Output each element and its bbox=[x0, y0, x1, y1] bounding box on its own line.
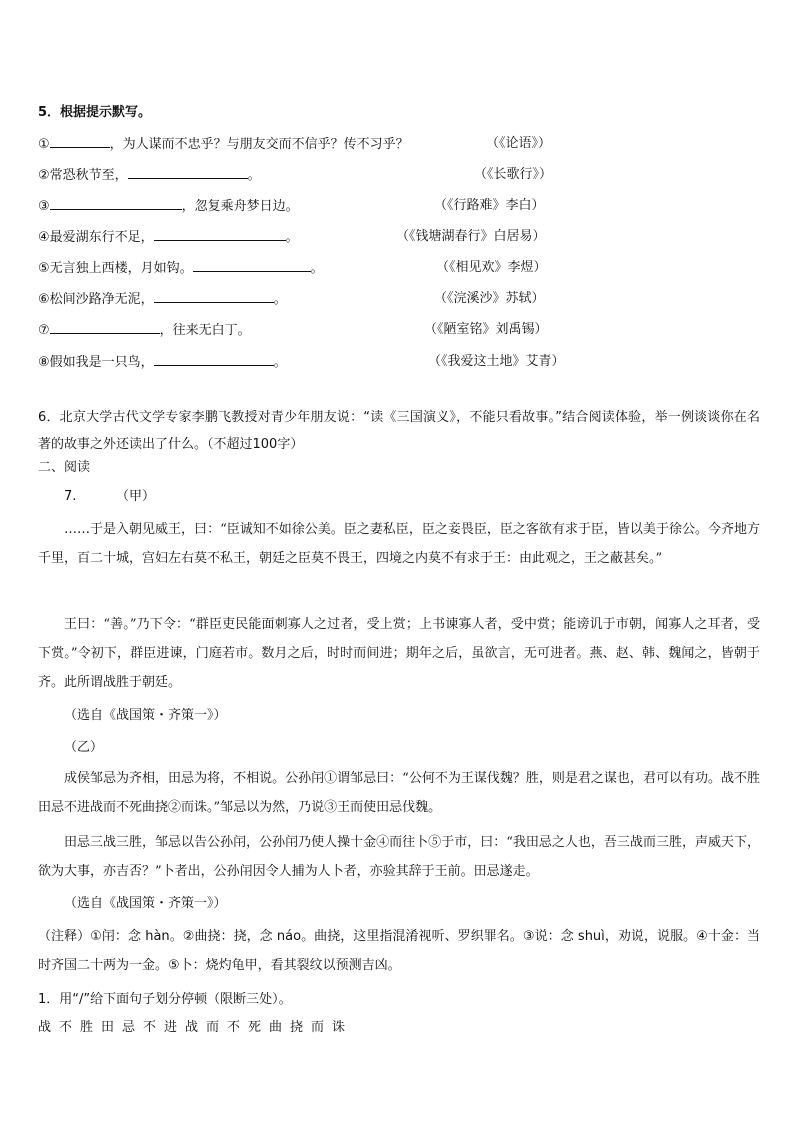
q5-line-text: ，为人谋而不忠乎？与朋友交而不信乎？传不习乎？ bbox=[109, 137, 409, 152]
answer-blank[interactable] bbox=[154, 352, 274, 366]
q7-label-jia: （甲） bbox=[116, 489, 156, 504]
q5-line-prefix: ⑤无言独上西楼，月如钩。 bbox=[38, 261, 193, 276]
answer-blank[interactable] bbox=[50, 320, 160, 334]
q5-line-4 bbox=[38, 227, 299, 248]
q5-line-text: ，往来无白丁。 bbox=[159, 323, 251, 338]
q5-line-source: （《浣溪沙》苏轼） bbox=[434, 291, 545, 306]
q5-line-6 bbox=[38, 289, 287, 310]
jia-source: （选自《战国策・齐策一》） bbox=[64, 708, 227, 723]
annotations: （注释）①闬：念 hàn。②曲挠：挠，念 náo。曲挠，这里指混淆视听、罗织罪名。③说：念 shuì，劝说，说服。④十金：当时齐国二十两为一金。⑤卜：烧灼龟甲，看其裂纹以预测吉凶。 bbox=[38, 929, 760, 973]
answer-blank[interactable] bbox=[50, 196, 182, 210]
q5-line-text: 。 bbox=[310, 261, 324, 276]
answer-blank[interactable] bbox=[154, 227, 286, 241]
yi-paragraph-2: 田忌三战三胜，邹忌以告公孙闬，公孙闬乃使人操十金④而往卜⑤于市，曰：“我田忌之人也，吾三战而三胜，声威天下，欲为大事，亦吉否？”卜者出，公孙闬因令人捕为人卜者，亦验其辞于王前。田忌遂走。 bbox=[38, 835, 760, 879]
sub1-sentence: 战不胜田忌不进战而不死曲挠而诛 bbox=[38, 1020, 354, 1035]
q5-line-source: （《相见欢》李煜） bbox=[436, 260, 547, 275]
q7-number: 7. bbox=[64, 489, 77, 504]
q5-line-prefix: ⑧假如我是一只鸟， bbox=[38, 355, 154, 370]
section-2-heading: 二、阅读 bbox=[38, 460, 91, 475]
q5-line-source: （《钱塘湖春行》白居易） bbox=[396, 229, 546, 244]
q5-line-source: （《陋室铭》刘禹锡） bbox=[424, 322, 548, 337]
q5-line-text: 。 bbox=[273, 355, 287, 370]
jia-paragraph-1: ……于是入朝见威王，曰：“臣诚知不如徐公美。臣之妻私臣，臣之妾畏臣，臣之客欲有求于臣，皆以美于徐公。今齐地方千里，百二十城，宫妇左右莫不私王，朝廷之臣莫不畏王，四境之内莫不有求于王：由此观之，王之蔽甚矣。” bbox=[38, 522, 760, 566]
answer-blank[interactable] bbox=[50, 134, 110, 148]
q5-line-text: 。 bbox=[285, 230, 299, 245]
yi-paragraph-1: 成侯邹忌为齐相，田忌为将，不相说。公孙闬①谓邹忌曰：“公何不为王谋伐魏？胜，则是君之谋也，君可以有功。战不胜田忌不进战而不死曲挠②而诛。”邹忌以为然，乃说③王而使田忌伐魏。 bbox=[38, 771, 760, 815]
answer-blank[interactable] bbox=[128, 165, 248, 179]
q5-heading: 5．根据提示默写。 bbox=[38, 105, 152, 120]
q5-line-7 bbox=[38, 320, 251, 341]
q6-text: 6．北京大学古代文学专家李鹏飞教授对青少年朋友说：“读《三国演义》，不能只看故事。”结合阅读体验，举一例谈谈你在名著的故事之外还读出了什么。（不超过100字） bbox=[38, 410, 760, 452]
q5-line-prefix: ⑥松间沙路净无泥， bbox=[38, 292, 154, 307]
answer-blank[interactable] bbox=[154, 289, 274, 303]
answer-blank[interactable] bbox=[193, 258, 311, 272]
q5-line-prefix: ③ bbox=[38, 199, 50, 214]
q5-line-prefix: ②常恐秋节至， bbox=[38, 168, 128, 183]
q5-line-text: 。 bbox=[273, 292, 287, 307]
q5-line-8 bbox=[38, 352, 287, 373]
q5-line-text: ，忽复乘舟梦日边。 bbox=[181, 199, 299, 214]
q5-line-source: （《长歌行》） bbox=[474, 167, 553, 182]
q5-line-prefix: ① bbox=[38, 137, 50, 152]
yi-source: （选自《战国策・齐策一》） bbox=[64, 896, 227, 911]
jia-paragraph-2: 王曰：“善。”乃下令：“群臣吏民能面刺寡人之过者，受上赏；上书谏寡人者，受中赏；能谤讥于市朝，闻寡人之耳者，受下赏。”令初下，群臣进谏，门庭若市。数月之后，时时而间进；期年之后，虽欲言，无可进者。燕、赵、韩、魏闻之，皆朝于齐。此所谓战胜于朝廷。 bbox=[38, 617, 760, 690]
sub1-prompt: 1．用“/”给下面句子划分停顿（限断三处）。 bbox=[38, 992, 292, 1007]
q5-line-1 bbox=[38, 134, 409, 155]
q5-line-prefix: ⑦ bbox=[38, 323, 50, 338]
q5-line-2 bbox=[38, 165, 261, 186]
q5-line-source: （《论语》） bbox=[486, 136, 552, 151]
q5-line-source: （《我爱这土地》艾青） bbox=[428, 354, 565, 369]
q5-line-prefix: ④最爱湖东行不足， bbox=[38, 230, 154, 245]
q5-line-source: （《行路难》李白） bbox=[434, 198, 545, 213]
q5-line-text: 。 bbox=[247, 168, 261, 183]
q5-line-3 bbox=[38, 196, 299, 217]
q7-label-yi: （乙） bbox=[64, 740, 104, 755]
q5-line-5 bbox=[38, 258, 324, 279]
